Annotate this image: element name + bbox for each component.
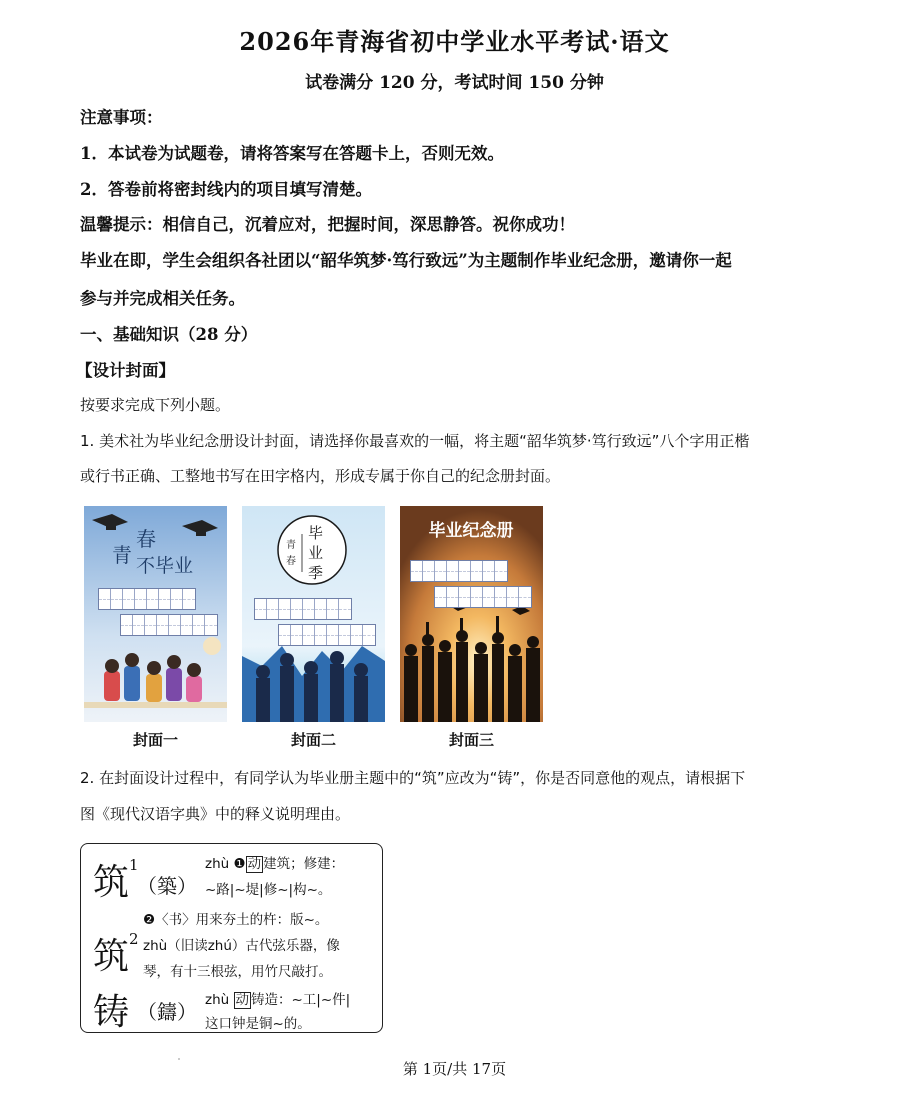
dict-def-zhu1-b: ~路|~堤|修~|构~。 xyxy=(205,882,332,898)
cover-one-caption: 封面一 xyxy=(132,731,178,749)
note-item-1: 1．本试卷为试题卷，请将答案写在答题卡上，否则无效。 xyxy=(80,144,504,163)
dict-char-zhu1: 筑 xyxy=(93,862,130,903)
page-title: 2026年青海省初中学业水平考试·语文 xyxy=(239,27,670,56)
cover-three-image xyxy=(400,506,543,722)
dict-char-zhu3: 铸 xyxy=(93,992,130,1033)
dict-trad-zhu1: （築） xyxy=(137,874,197,898)
cover-three-writing-grid-bottom[interactable] xyxy=(434,586,532,608)
dict-def-zhu2-b: 琴，有十三根弦，用竹尺敲打。 xyxy=(143,964,332,980)
dict-char-zhu2: 筑 xyxy=(93,936,130,977)
cover-one-image xyxy=(84,506,227,722)
dict-pinyin-zhu3: zhù xyxy=(205,992,230,1008)
sense-number-1: ❶ xyxy=(233,856,246,872)
section-title: 一、基础知识（28 分） xyxy=(80,325,258,344)
section-subtitle: 【设计封面】 xyxy=(76,361,175,380)
dict-def-zhu2-a: zhù（旧读zhú）古代弦乐器，像 xyxy=(143,938,340,954)
dict-pinyin-zhu1: zhù xyxy=(205,856,230,872)
dict-trad-zhu3: （鑄） xyxy=(137,1000,197,1024)
exam-info: 试卷满分 120 分，考试时间 150 分钟 xyxy=(305,73,604,93)
cover-two-char-bi: 毕 xyxy=(308,524,324,542)
cover-two-caption: 封面二 xyxy=(290,731,336,749)
intro-line-1: 毕业在即，学生会组织各社团以“韶华筑梦·笃行致远”为主题制作毕业纪念册，邀请你一起 xyxy=(80,251,732,270)
question-2-line-1: 2. 在封面设计过程中，有同学认为毕业册主题中的“筑”应改为“铸”，你是否同意他的观点，请根据下 xyxy=(80,769,746,787)
cover-two-writing-grid-top[interactable] xyxy=(254,598,352,620)
question-2-line-2: 图《现代汉语字典》中的释义说明理由。 xyxy=(80,805,351,823)
cover-two-char-chun: 春 xyxy=(286,556,296,567)
question-1-line-2: 或行书正确、工整地书写在田字格内，形成专属于你自己的纪念册封面。 xyxy=(80,467,561,485)
cover-two-char-ji: 季 xyxy=(308,564,324,582)
pos-verb-tag-1: 动 xyxy=(247,856,262,872)
sense-number-2: ❷ xyxy=(143,912,156,928)
dict-def-zhu1-c: 〈书〉用来夯土的杵：版~。 xyxy=(155,912,329,928)
cover-one-writing-grid-bottom[interactable] xyxy=(120,614,218,636)
dict-def-zhu3-b: 这口钟是铜~的。 xyxy=(205,1016,311,1032)
instruction-text: 按要求完成下列小题。 xyxy=(80,396,231,414)
cover-two-writing-grid-bottom[interactable] xyxy=(278,624,376,646)
cover-three-title: 毕业纪念册 xyxy=(428,521,514,541)
cover-two-image xyxy=(242,506,385,722)
pos-verb-tag-3: 动 xyxy=(235,992,249,1008)
cover-one-char-bubiye: 不毕业 xyxy=(136,555,194,577)
dict-def-zhu3-a: 铸造：~工|~件| xyxy=(251,992,351,1008)
tip-text: 温馨提示：相信自己，沉着应对，把握时间，深思静答。祝你成功！ xyxy=(80,215,575,234)
cover-two-char-ye: 业 xyxy=(308,544,324,562)
note-item-2: 2．答卷前将密封线内的项目填写清楚。 xyxy=(80,180,372,199)
question-1-line-1: 1. 美术社为毕业纪念册设计封面，请选择你最喜欢的一幅，将主题“韶华筑梦·笃行致远”八个字用正楷 xyxy=(80,432,750,450)
dict-sup-2: 2 xyxy=(129,930,139,948)
dict-def-zhu1-a: 建筑；修建： xyxy=(263,856,345,872)
dict-sup-1: 1 xyxy=(129,856,139,874)
cover-three-writing-grid-top[interactable] xyxy=(410,560,508,582)
cover-one-char-chun: 春 xyxy=(136,527,156,551)
cover-two-char-qing: 青 xyxy=(286,540,296,551)
cover-one-char-qing: 青 xyxy=(112,543,132,567)
dictionary-excerpt xyxy=(80,843,383,1033)
cover-three-caption: 封面三 xyxy=(448,731,494,749)
notes-heading: 注意事项： xyxy=(80,108,163,127)
intro-line-2: 参与并完成相关任务。 xyxy=(80,289,245,308)
cover-one-writing-grid-top[interactable] xyxy=(98,588,196,610)
page-number: 第 1页/共 17页 xyxy=(402,1060,507,1078)
